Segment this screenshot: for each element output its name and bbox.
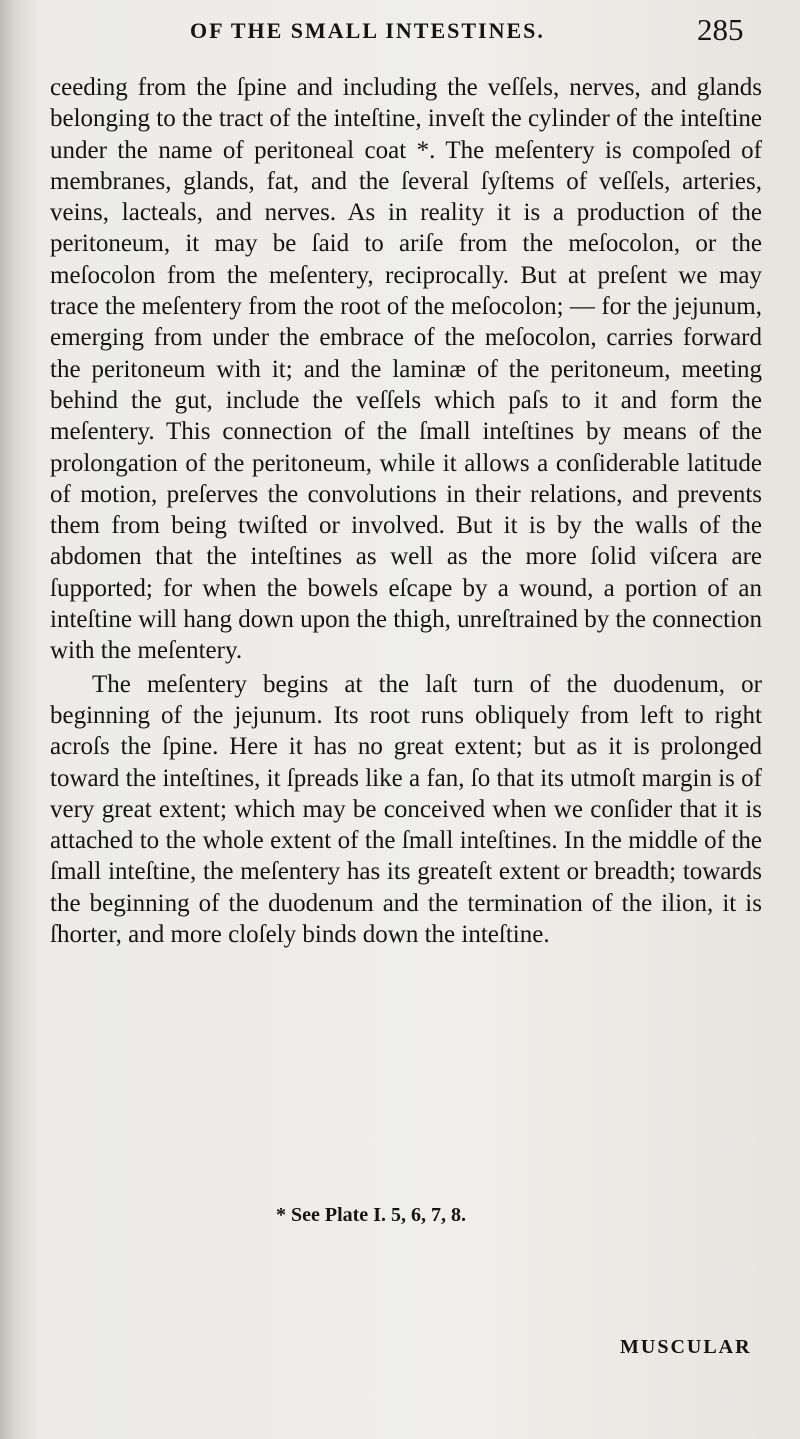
footnote: * See Plate I. 5, 6, 7, 8. [276, 1204, 466, 1226]
catchword: MUSCULAR [620, 1336, 752, 1358]
running-head: OF THE SMALL INTESTINES. [190, 18, 545, 43]
paragraph-1: ceeding from the ſpine and including the veſſels, nerves, and glands belonging to the tract of the inteſtine, inveſt the cylinder of the inteſtine under the name of peritoneal coat *. The meſentery is compoſed of membranes, glands, fat, and the ſeveral ſyſtems of veſſels, arteries, veins, lacteals, and nerves. As in reality it is a production of the peritoneum, it may be ſaid to ariſe from the meſocolon, or the meſocolon from the meſentery, reciprocally. But at preſent we may trace the meſentery from the root of the meſocolon; — for the jejunum, emerging from under the embrace of the meſocolon, carries forward the peritoneum with it; and the laminæ of the peritoneum, meeting behind the gut, include the veſſels which paſs to it and form the meſentery. This connection of the ſmall inteſtines by means of the prolongation of the peritoneum, while it allows a conſiderable latitude of motion, preſerves the convolutions in their relations, and prevents them from being twiſted or involved. But it is by the walls of the abdomen that the inteſtines as well as the more ſolid viſcera are ſupported; for when the bowels eſcape by a wound, a portion of an inteſtine will hang down upon the thigh, unreſtrained by the connection with the meſentery. [50, 74, 762, 665]
paragraph-2: The meſentery begins at the laſt turn of the duodenum, or beginning of the jejunum. Its root runs obliquely from left to right acroſs the ſpine. Here it has no great extent; but as it is prolonged toward the inteſtines, it ſpreads like a fan, ſo that its utmoſt margin is of very great extent; which may be conceived when we conſider that it is attached to the whole extent of the ſmall inteſtines. In the middle of the ſmall inteſtine, the meſentery has its greateſt extent or breadth; towards the beginning of the duodenum and the termination of the ilion, it is ſhorter, and more cloſely binds down the inteſtine. [50, 670, 762, 949]
page-header [0, 12, 800, 52]
body-text [50, 72, 762, 950]
page-number: 285 [697, 12, 744, 47]
